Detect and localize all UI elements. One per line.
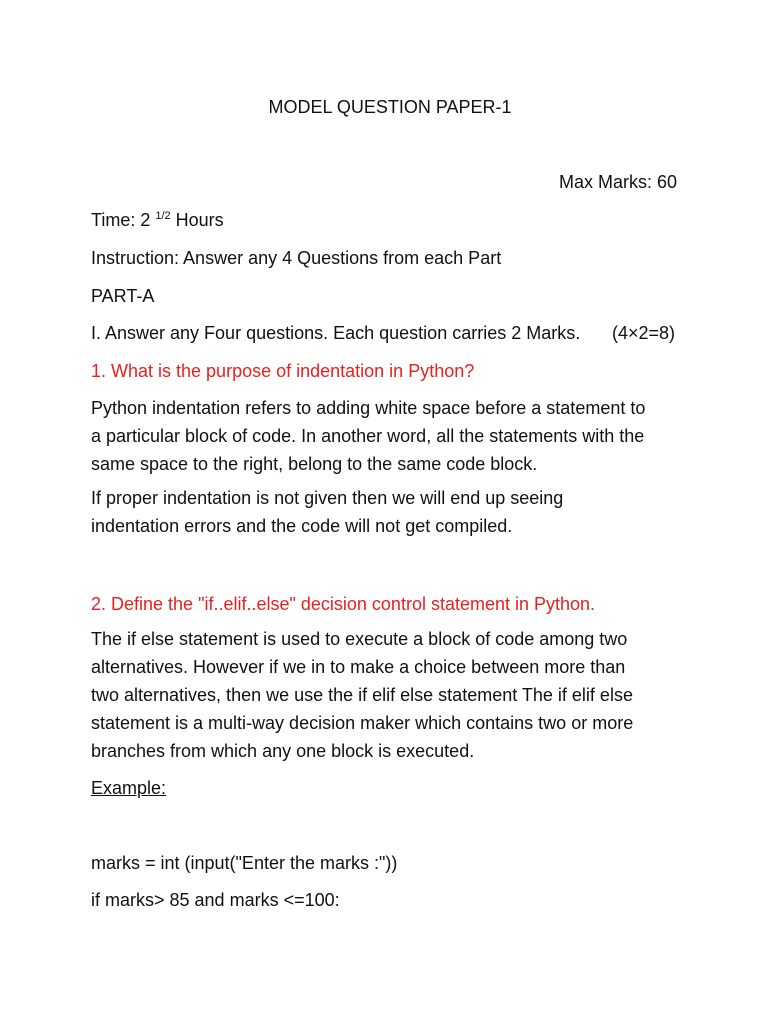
answer-1-paragraph-1 (91, 394, 681, 478)
code-line: marks = int (input("Enter the marks :")) (91, 853, 398, 873)
instruction: Instruction: Answer any 4 Questions from each Part (91, 248, 502, 268)
code-line: if marks> 85 and marks <=100: (91, 890, 340, 910)
text-line: The if else statement is used to execute a block of code among two (91, 629, 628, 649)
example-label: Example: (91, 778, 167, 798)
text-line: branches from which any one block is executed. (91, 741, 475, 761)
text-line: statement is a multi-way decision maker which contains two or more (91, 713, 634, 733)
text-line: a particular block of code. In another word, all the statements with the (91, 426, 645, 446)
time-suffix: Hours (170, 210, 224, 230)
text-line: same space to the right, belong to the same code block. (91, 454, 538, 474)
max-marks: Max Marks: 60 (558, 172, 677, 192)
marks-formula: (4×2=8) (611, 323, 675, 343)
question-2-heading: 2. Define the "if..elif..else" decision control statement in Python. (91, 594, 596, 614)
answer-1-paragraph-2 (91, 484, 681, 540)
answer-2-paragraph-1 (91, 625, 681, 765)
text-line: two alternatives, then we use the if elif else statement The if elif else (91, 685, 633, 705)
page-title: MODEL QUESTION PAPER-1 (268, 97, 512, 117)
section-directive: I. Answer any Four questions. Each question carries 2 Marks. (91, 323, 581, 343)
time-fraction: 1/2 (155, 210, 171, 222)
text-line: alternatives. However if we in to make a choice between more than (91, 657, 626, 677)
text-line: indentation errors and the code will not get compiled. (91, 516, 513, 536)
question-1-heading: 1. What is the purpose of indentation in Python? (91, 361, 475, 381)
text-line: Python indentation refers to adding white space before a statement to (91, 398, 646, 418)
time-line (91, 209, 224, 231)
text-line: If proper indentation is not given then we will end up seeing (91, 488, 564, 508)
part-heading: PART-A (91, 286, 155, 306)
time-prefix: Time: 2 (91, 210, 156, 230)
